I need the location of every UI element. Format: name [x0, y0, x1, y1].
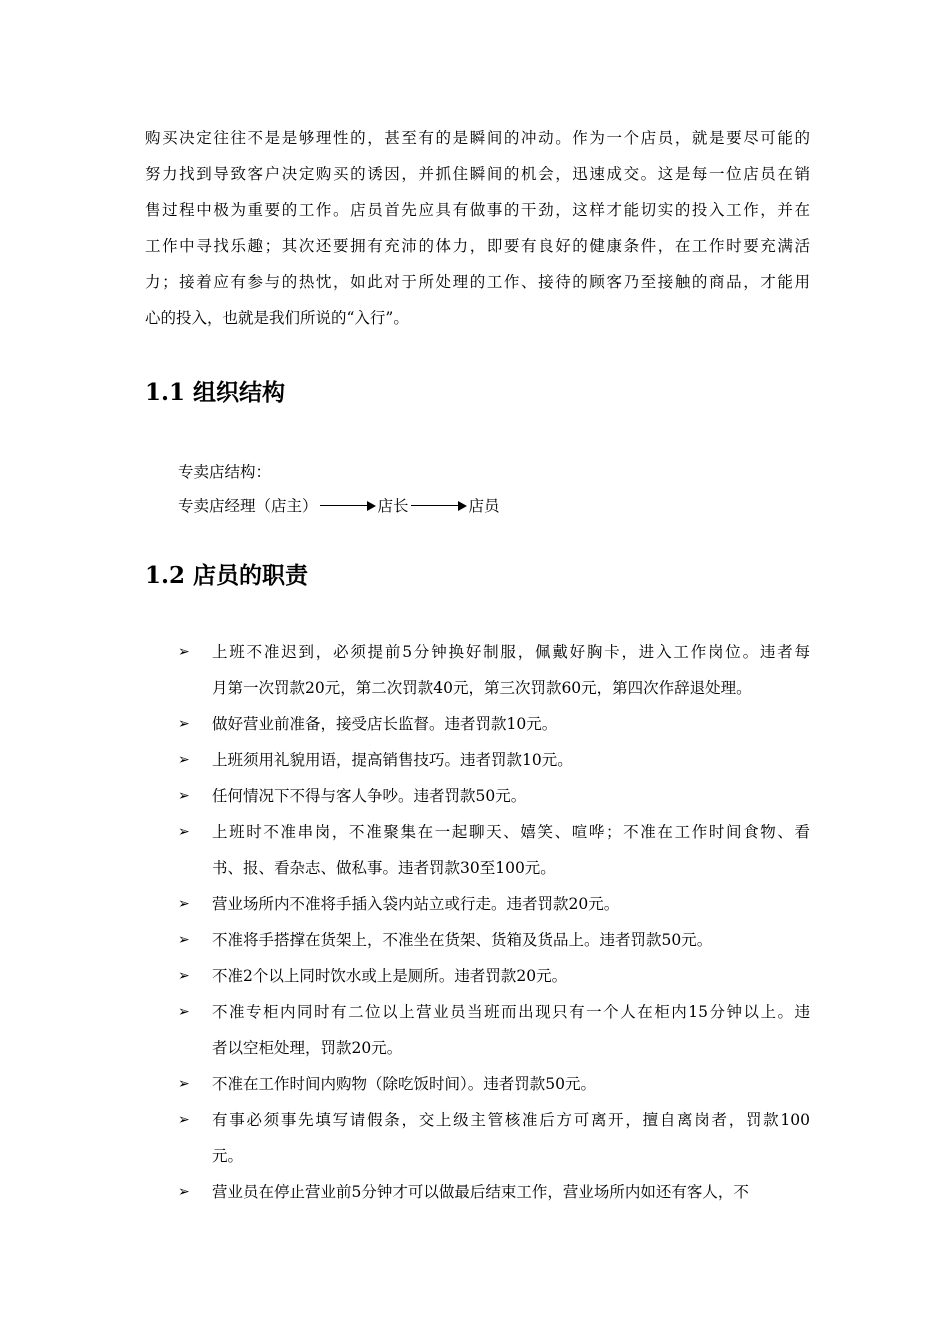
- list-item: [178, 958, 810, 994]
- arrowhead-bullet-icon: ➢: [178, 1004, 190, 1020]
- list-item-line: 月第一次罚款20元，第二次罚款40元，第三次罚款60元，第四次作辞退处理。: [212, 679, 752, 697]
- arrowhead-bullet-icon: ➢: [178, 1184, 190, 1200]
- list-item-line: 任何情况下不得与客人争吵。违者罚款50元。: [212, 787, 527, 805]
- section-heading-duties: 1.2 店员的职责: [145, 562, 309, 589]
- duty-list: [178, 634, 810, 1210]
- right-arrow-icon: [411, 494, 467, 518]
- arrowhead-bullet-icon: ➢: [178, 968, 190, 984]
- arrowhead-bullet-icon: ➢: [178, 932, 190, 948]
- paragraph-line: 心的投入，也就是我们所说的“入行”。: [145, 309, 409, 327]
- list-item-line: 上班时不准串岗，不准聚集在一起聊天、嬉笑、喧哗；不准在工作时间食物、看: [212, 823, 810, 841]
- list-item-line: 上班须用礼貌用语，提高销售技巧。违者罚款10元。: [212, 751, 573, 769]
- list-item-line: 不准在工作时间内购物（除吃饭时间）。违者罚款50元。: [212, 1075, 596, 1093]
- structure-label: 专卖店结构：: [178, 463, 272, 481]
- list-item-line: 上班不准迟到，必须提前5分钟换好制服，佩戴好胸卡，进入工作岗位。违者每: [212, 643, 810, 661]
- list-item: [178, 994, 810, 1066]
- list-item-line: 元。: [212, 1147, 244, 1165]
- org-node-manager: 专卖店经理（店主）: [178, 497, 318, 515]
- list-item: [178, 1102, 810, 1174]
- list-item: [178, 1174, 810, 1210]
- paragraph-line: 售过程中极为重要的工作。店员首先应具有做事的干劲，这样才能切实的投入工作，并在: [145, 201, 810, 219]
- paragraph-line: 力；接着应有参与的热忱，如此对于所处理的工作、接待的顾客乃至接触的商品，才能用: [145, 273, 810, 291]
- intro-paragraph: [145, 120, 810, 336]
- arrowhead-bullet-icon: ➢: [178, 788, 190, 804]
- list-item-line: 营业员在停止营业前5分钟才可以做最后结束工作，营业场所内如还有客人，不: [212, 1183, 749, 1201]
- list-item: [178, 922, 810, 958]
- org-node-store-manager: 店长: [377, 497, 409, 515]
- arrowhead-bullet-icon: ➢: [178, 644, 190, 660]
- right-arrow-icon: [320, 494, 376, 518]
- arrowhead-bullet-icon: ➢: [178, 752, 190, 768]
- list-item: [178, 742, 810, 778]
- list-item-line: 做好营业前准备，接受店长监督。违者罚款10元。: [212, 715, 558, 733]
- list-item-line: 者以空柜处理，罚款20元。: [212, 1039, 403, 1057]
- list-item: [178, 634, 810, 706]
- list-item-line: 不准将手搭撑在货架上，不准坐在货架、货箱及货品上。违者罚款50元。: [212, 931, 713, 949]
- list-item-line: 有事必须事先填写请假条，交上级主管核准后方可离开，擅自离岗者，罚款100: [212, 1111, 810, 1129]
- arrowhead-bullet-icon: ➢: [178, 896, 190, 912]
- list-item: [178, 778, 810, 814]
- paragraph-line: 购买决定往往不是是够理性的，甚至有的是瞬间的冲动。作为一个店员，就是要尽可能的: [145, 129, 810, 147]
- arrowhead-bullet-icon: ➢: [178, 824, 190, 840]
- list-item-line: 不准2个以上同时饮水或上是厕所。违者罚款20元。: [212, 967, 568, 985]
- paragraph-line: 工作中寻找乐趣；其次还要拥有充沛的体力，即要有良好的健康条件，在工作时要充满活: [145, 237, 810, 255]
- list-item-line: 书、报、看杂志、做私事。违者罚款30至100元。: [212, 859, 556, 877]
- section-heading-organization: 1.1 组织结构: [145, 379, 286, 406]
- arrowhead-bullet-icon: ➢: [178, 1112, 190, 1128]
- paragraph-line: 努力找到导致客户决定购买的诱因，并抓住瞬间的机会，迅速成交。这是每一位店员在销: [145, 165, 810, 183]
- arrowhead-bullet-icon: ➢: [178, 716, 190, 732]
- org-node-clerk: 店员: [468, 497, 500, 515]
- list-item-line: 营业场所内不准将手插入袋内站立或行走。违者罚款20元。: [212, 895, 620, 913]
- list-item: [178, 886, 810, 922]
- list-item: [178, 1066, 810, 1102]
- list-item-line: 不准专柜内同时有二位以上营业员当班而出现只有一个人在柜内15分钟以上。违: [212, 1003, 810, 1021]
- list-item: [178, 706, 810, 742]
- list-item: [178, 814, 810, 886]
- arrowhead-bullet-icon: ➢: [178, 1076, 190, 1092]
- org-chain: [178, 494, 500, 518]
